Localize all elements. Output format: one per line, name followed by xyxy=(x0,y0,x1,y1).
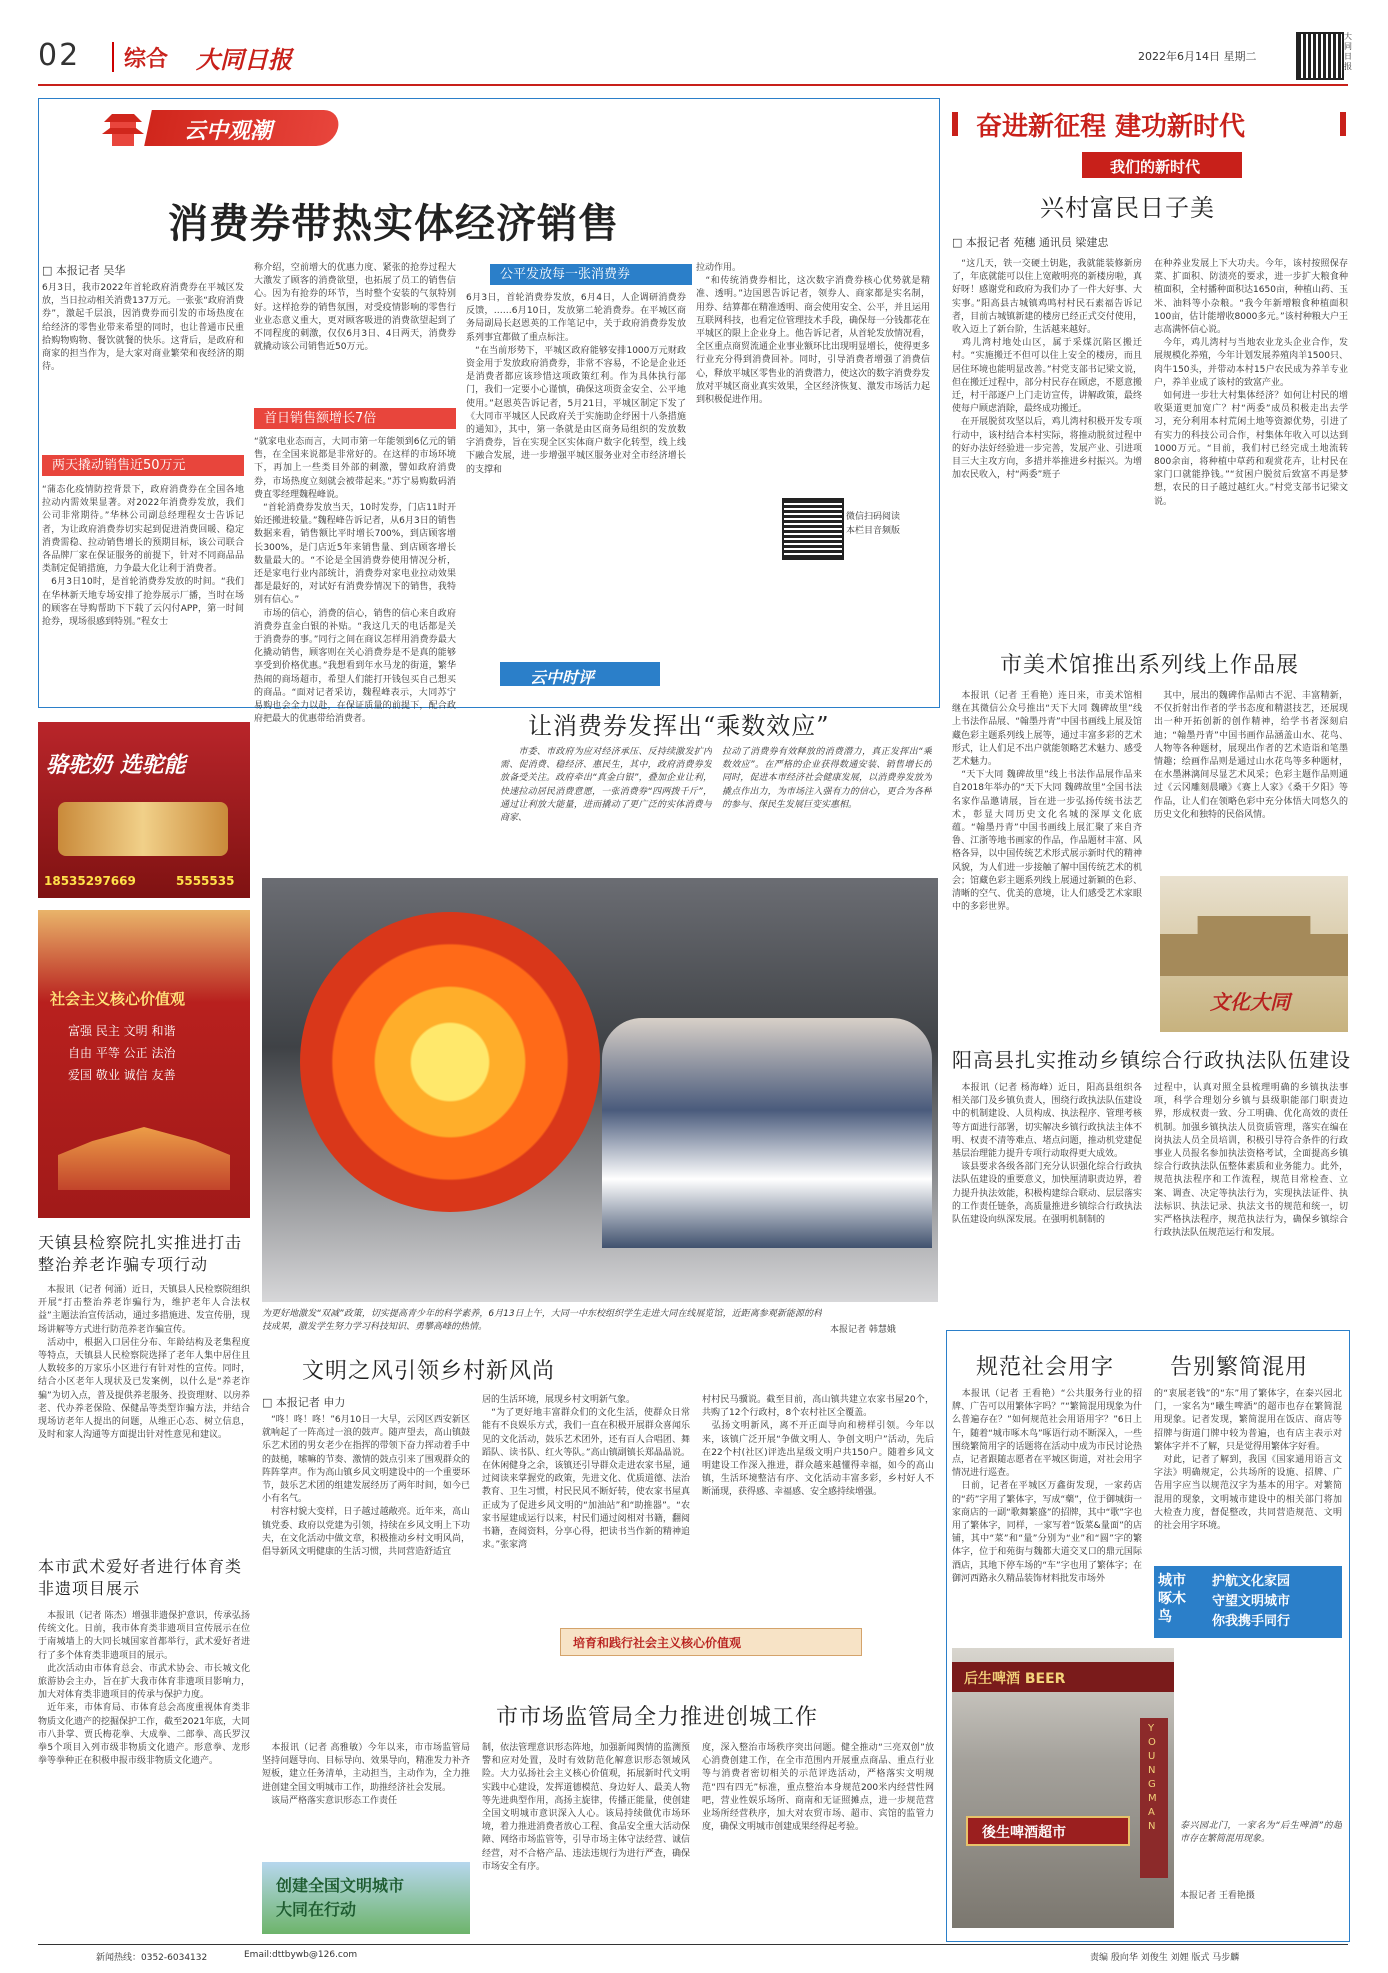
feature-col4-p1: 拉动作用。 “和传统消费券相比，这次数字消费券核心优势就是精准、透明。”边国恩告诉记者，领券人、商家都是实名制，用券、结算都在精准透明、商会使用安全、公平，并且运用互联网科技，也看定位管理技术手段，确保每一分钱都花在平城区的限上企业身上。他告诉记者，从首轮发放情况看，全区重点商贸流通企业事业额环比出现明显增长，使得更多行业充分得到消费回补。同时，引导消费者增强了消费信心，释放平城区零售业的消费潜力，使这次的数字消费券发放对平城区商业真实效果，全区经济恢复、激发市场活力起到积极促进作用。 xyxy=(696,263,930,406)
masthead xyxy=(38,32,1352,90)
shop-vertical-sign-text: YOUNGMAN xyxy=(1148,1723,1157,1832)
shop-vertical-sign xyxy=(1140,1718,1168,1878)
qr-code[interactable] xyxy=(1296,32,1344,80)
feature-qr-code[interactable] xyxy=(782,498,844,560)
shop-sign-text: 後生啤酒超市 xyxy=(982,1825,1066,1841)
yanggao-col2: 过程中，认真对照全县梳理明确的乡镇执法事项，科学合理划分乡镇与县级职能部门职责边界，形成权责一致、分工明确、优化高效的责任机制。加强乡镇执法人员资质管理，落实在编在岗执法人员全员培训，积极引导符合条件的行政事业人员报名参加执法资格考试，全面提高乡镇综合行政执法队伍整体素质和业务能力。此外，规范执法程序和工作流程，规范目常检查、立案、调查、决定等执法行为，实现执法证件、执法标识、执法记录、执法文书的规范和统一，切实严格执法程序，规范执法行为，确保乡镇综合行政执法队伍规范运行和发展。 xyxy=(1154,1083,1348,1239)
right-banner xyxy=(952,102,1348,146)
feature-col2-p2: “就家电业态而言，大同市第一年能领到6亿元的销售，在全国来说都是非常好的。在这样的市场环境下，再加上一些类目外部的刺激，譬如政府消费券，市场热度立刻就会被带起来。”苏宁易购数码消费直零经理魏程峰说。 “首轮消费券发放当天，10时发券，门店11时开始还搬进较量。”魏程峰告诉记者，从6月3日的销售数据来看，销售额比平时增长700%，到店顾客增长300%，是门店近5年来销售量、到店顾客增长数量最大的。“不论是全国消费券使用情况分析，还是家电行业内部统计，消费券对家电业拉动效果都是最好的，对试好有消费券情况下的销售，我特别有信心。” 市场的信心，消费的信心，销售的信心来自政府消费券直金白银的补贴。“我这几天的电话都是关于消费券的事。”同行之间在商议怎样用消费券最大化撬动销售，顾客则在关心消费券是不是真的能够享受到价格优惠。”我想看到年水马龙的街道，繁华热闹的商场超市，希望人们能打开钱包买自己想买的商品。“面对记者采访，魏程峰表示，大同苏宁易购也会全力以赴，在保证质量的前提下，配合政府把最大的优惠带给消费者。 xyxy=(254,437,456,725)
art-museum-col1: 本报讯（记者 王看艳）连日来，市美术馆相继在其微信公众号推出“天下大同 魏碑故里”线上书法作品展、“翰墨丹青”中国书画线上展及馆藏色彩主题系列线上展等，通过丰富多彩的艺术形式，让人们足不出户就能领略艺术魅力、感受艺术魅力。 “天下大同 魏碑故里”线上书法作品展作品来自2018年举办的“天下大同 魏碑故里”全国书法名家作品邀请展，旨在进一步弘扬传统书法艺术，彰显大同历史文化名城的深厚文化底蕴。“翰墨丹青”中国书画线上展汇聚了来自齐鲁、江浙等地书画家的作品，作品题材丰富、风格各异，以中国传统艺术形式展示新时代的精神风貌，为人们进一步接触了解中国传统艺术的机会；馆藏色彩主题系列线上展通过新颖的色彩、清晰的空气、优美的意境，让人们感受艺术家眼中的多彩世界。 xyxy=(952,691,1142,913)
shop-photo-caption: 泰兴园北门，一家名为“后生啤酒”的超市存在繁简混用现象。 xyxy=(1180,1821,1342,1845)
banner-bar-left xyxy=(952,112,958,136)
feature-qr-caption: 微信扫码阅读 本栏目音频版 xyxy=(846,512,901,536)
ad-title: 骆驼奶 选驼能 xyxy=(46,753,186,778)
rural-col3: 村村民马骥说。截至目前，高山镇共建立农家书屋20个，共购了12个行政村，8个农村社区全覆盖。 弘扬文明新风，离不开正面导向和榜样引领。今年以来，该镇广泛开展“争做文明人、争创文明户”活动，先后在22个村(社区)评选出星级文明户共150户。随着乡风文明建设工作深入推进，群众越来越懂得幸福，如今的高山镇，生活环境整洁有序、文化活动丰富多彩，乡村好人不断涌现，获得感、幸福感、安全感持续增强。 xyxy=(702,1395,934,1498)
feature-col1-p2: “蒲态化疫情防控背景下，政府消费券在全国各地拉动内需效果显著。对2022年消费券发放，我们公司非常期待。”华林公司副总经理程女士告诉记者，为让政府消费券切实起到促进消费回暖、稳定消费需稳、拉动销售增长的预期目标，该公司联合各品牌厂家在保证服务的前提下，针对不同商品品类制定促销措施，力争最大化让利于消费者。 6月3日10时，是首轮消费券发放的时间。“我们在华林新天地专场安排了抢券展示厂播，当时在场的顾客在导购帮助下下载了云闪付APP，第一时间抢券，现场很感到特别。”程女士 xyxy=(42,485,244,628)
art-museum-headline: 市美术馆推出系列线上作品展 xyxy=(1000,653,1300,678)
paper-logo: 大同日报 xyxy=(196,45,292,74)
village-byline: □ 本报记者 苑穗 通讯员 梁建忠 xyxy=(952,236,1109,249)
pagoda-icon xyxy=(100,108,146,150)
culture-datong-text: 文化大同 xyxy=(1210,990,1290,1014)
wording-headline-b: 告别繁简混用 xyxy=(1170,1355,1309,1380)
tiananmen-illustration xyxy=(58,1120,230,1190)
ad-phone-1: 18535297669 xyxy=(44,874,136,888)
commentary-col1: 市委、市政府为应对经济承压、反持续激发扩内需、促消费、稳经济、惠民生，其中，政府消费券发放备受关注。政府牵出“真金白银”，叠加企业让利，快速拉动居民消费意愿，一张消费券“四两拨千斤”，通过让利放大能量，进而撬动了更广泛的实体消费与商家、 xyxy=(500,747,712,824)
core-values-banner xyxy=(560,1628,862,1656)
masthead-rule xyxy=(38,84,1348,86)
civil-city-ad xyxy=(262,1862,470,1934)
commentary-col2: 拉动了消费券有效释放的消费潜力，真正发挥出“乘数效应”。在严格的企业获得数通安装、销售增长的同时，促进本市经济社会健康发展，以消费券发放为撬点作出力，为市场注入强有力的信心，更合为各种的参与、保民生发展巨变实惠相。 xyxy=(722,747,932,810)
feature-sub1: 两天撬动销售近50万元 xyxy=(42,455,244,476)
culture-datong-logo xyxy=(1160,876,1348,1032)
market-col2: 制，依法管理意识形态阵地，加强新闻舆情的监测预警和应对处置，及时有效防范化解意识形态领域风险。大力弘扬社会主义核心价值观，拓展新时代文明实践中心建设，发挥道德模范、身边好人、最美人物等先进典型作用，高扬主旋律，传播正能量，使创建全国文明城市意识深入人心。该局持续做优市场环境，着力推进消费者放心工程、食品安全重大活动保障、网络市场监管等，引导市场主体守法经营、诚信经营，对不合格产品、违法违规行为进行严查，确保市场安全有序。 xyxy=(482,1743,690,1872)
camel-milk-ad[interactable] xyxy=(38,722,250,898)
woodpecker-ad xyxy=(1154,1566,1342,1638)
core-values-banner-text: 培育和践行社会主义核心价值观 xyxy=(573,1636,742,1650)
art-museum-col2: 其中，展出的魏碑作品师古不泥、丰富精新，不仅折射出作者的学书态度和精湛技艺，还展现出一种开拓创新的创作精神，给学书者深刻启迪；“翰墨丹青”中国书画作品涵盖山水、花鸟、人物等各种题材，展现出作者的艺术造诣和笔墨情趣；绘画作品则是通过山水花鸟等多种题材，在水墨淋漓间尽显艺术风采；色彩主题作品则通过《云冈雕刻晨曦》《赛上人家》《桑干夕阳》等作品，让人们在领略色彩中充分体悟大同悠久的历史文化和独特的民俗风情。 xyxy=(1154,691,1348,820)
civil-city-ad-text: 创建全国文明城市 大同在行动 xyxy=(276,1876,405,1919)
village-col1: “这几天，铁一交硬土钥匙，我就能装修新房了，年底就能可以住上宽敞明亮的新楼房啦，真好呀！感谢党和政府为我们办了一件大好事、大实事。”阳高县古城镇鸡鸣村村民石素福告诉记者，目前古城镇新建的楼房已经正式交付使用，收入迈上了新台阶，生活越来越好。 鸡儿湾村地处山区，属于采煤沉陷区搬迁村。“实施搬迁不但可以住上安全的楼房，而且居住环境也能明显改善。”村党支部书记梁文说，但在搬迁过程中，部分村民存在顾虑，不愿意搬迁，村干部逐户上门走访宣传，讲解政策，最终使每户顾虑消除，最终成功搬迁。 在开展脱贫攻坚以后，鸡儿湾村积极开发专项行动中，该村结合本村实际，将推动脱贫过程中的好办法好经验进一步完善，发展产业、引进项目三大主攻方向，多措并举推进乡村振兴。为增加农民收入，村“两委”班子 xyxy=(952,259,1142,481)
market-col3: 度，深入整治市场秩序突出问题。健全推动“三亮双创”放心消费创建工作，在全市范围内开展重点商品、重点行业等与消费者密切相关的示范评选活动，严格落实文明规范“四有四无”标准，重点整治本身规范200米内经营性网吧，营业性娱乐场所、商南和无证照摊点，进一步规范营业场所经营秩序，加大对农贸市场、超市、宾馆的监管力度，确保文明城市创建成果经得起考验。 xyxy=(702,1743,934,1833)
yanggao-headline: 阳高县扎实推动乡镇综合行政执法队伍建设 xyxy=(952,1048,1351,1072)
market-headline: 市市场监管局全力推进创城工作 xyxy=(496,1705,819,1730)
feature-col2-p1: 称介绍，空前增大的优惠力度、紧张的抢券过程大大激发了顾客的消费欲望，也拓展了员工的销售信心。因为有抢券的环节，当时整个安装的气氛特别好。这样抢券的销售氛围，对受疫情影响的零售行业业态意义重大，更对顾客吸进的消费欲望起到了不同程度的刺激，仅仅6月3日、4日两天，消费券就撬动该公司销售近50万元。 xyxy=(254,263,456,353)
shop-sign xyxy=(966,1816,1130,1846)
shop-top-sign xyxy=(952,1662,1174,1692)
footer-rule xyxy=(38,1944,1348,1945)
feature-tag: 云中观潮 xyxy=(184,119,273,144)
prosecutor-headline: 天镇县检察院扎实推进打击整治养老诈骗专项行动 xyxy=(38,1233,243,1274)
village-col2: 在种养业发展上下大功夫。今年，该村按照保存菜、扩面积、防渍亮的要求，进一步扩大粮食种植面积，全村播种面积达1650亩，种植山药、玉米、油料等小杂粮。“我今年新增粮食种植面积100亩，估计能增收8000多元。”该村种粮大户王志高满怀信心说。 今年，鸡儿湾村与当地农业龙头企业合作，发展规模化养殖，今年计划发展养殖肉羊1500只、肉牛150头，并带动本村15户农民成为养羊专业户，养羊业成了该村的致富产业。 如何进一步壮大村集体经济？如何让村民的增收渠道更加宽广？村“两委”成员积极走出去学习，充分利用本村荒闲土地等资源优势，引进了有实力的科技公司合作，村集体年收入可以达到1000万元。“目前，我们村已经完成土地流转800余亩，将种植中草药和观赏花卉，让村民在家门口就能挣钱。”“贫困户脱贫后致富不再是梦想，农民的日子越过越红火。”村党支部书记梁文说。 xyxy=(1154,259,1348,507)
wording-col2: 的“衷展老钱”的“东”用了繁体字，在泰兴园北门，一家名为“曦生啤酒”的超市也存在繁简混用现象。记者发现，繁简混用在饭店、商店等招牌与街道门牌中较为普遍，也有店主表示对繁体字并不了解，只是觉得用繁体字好看。 对此，记者了解到，我国《国家通用语言文字法》明确规定，公共场所的设施、招牌、广告用字应当以规范汉字为基本的用字。对繁简混用的现象，文明城市建设中的相关部门将加大检查力度，督促整改，共同营造规范、文明的社会用字环境。 xyxy=(1154,1389,1342,1532)
wording-headline-a: 规范社会用字 xyxy=(976,1355,1115,1380)
feature-byline: □ 本报记者 吴华 xyxy=(42,264,126,277)
section-name: 综合 xyxy=(124,47,169,72)
commentary-tag: 云中时评 xyxy=(530,668,595,687)
core-values-line-2: 自由 平等 公正 法治 xyxy=(68,1046,176,1060)
feature-col1-p1: 6月3日，我市2022年首轮政府消费券在平城区发放，当日拉动相关消费137万元。一张张“政府消费券”，激起千层浪，因消费券而引发的市场热度在给经济的零售业带来希望的同时，也让普通市民重拾购物购物、餐饮就餐的快乐。这背后，是政府和商家的担当作为，是大家对商业繁荣和夜经济的期待。 xyxy=(42,283,244,373)
rural-headline: 文明之风引领乡村新风尚 xyxy=(302,1359,556,1384)
woodpecker-ad-side: 城市啄木鸟 xyxy=(1158,1573,1186,1625)
core-values-box xyxy=(38,910,250,1218)
yanggao-col1: 本报讯（记者 杨海峰）近日，阳高县组织各相关部门及乡镇负责人，围绕行政执法队伍建设中的机制建设、人员构成、执法程序、管理考核等方面进行部署，切实解决乡镇行政执法主体不明、权责不清等难点、堵点问题，推动机党建促基层治理能力提升专项行动取得更大成效。 该县要求各级各部门充分认识强化综合行政执法队伍建设的重要意义，加快厘清职责边界，着力提升执法效能，积极构建综合联动、层层落实的工作责任链条，高质量推进乡镇综合行政执法队伍建设向纵深发展。在强明机制制的 xyxy=(952,1083,1142,1226)
core-values-line-3: 爱国 敬业 诚信 友善 xyxy=(68,1068,176,1082)
woodpecker-ad-title: 护航文化家园 守望文明城市 你我携手同行 xyxy=(1212,1574,1291,1629)
rural-col2: 居的生活环境，展现乡村文明新气象。 “为了更好地丰富群众们的文化生活，使群众日常能有不良娱乐方式，我们一直在积极开展群众喜闻乐见的文化活动，鼓乐艺术团外，还有百人合唱团、舞蹈队、读书队、红火等队。”高山镇副镇长郑晶晶说。在休闲健身之余，该镇还引导群众走进农家书屋，通过阅读来掌握党的政策，先进文化、优质道德、法治教育、卫生习惯，村民民风不断好转，使农家书屋真正成为了促进乡风文明的“加油站”和“助推器”。“农家书屋建成运行以来，村民们通过阅相对书籍，翻阅书籍，查阅资料，分享心得，把读书当作新的精神追求。”张家湾 xyxy=(482,1395,690,1551)
shop-top-sign-text: 后生啤酒 BEER xyxy=(964,1671,1066,1687)
core-values-title: 社会主义核心价值观 xyxy=(50,990,186,1008)
ad-phone-2: 5555535 xyxy=(176,874,235,888)
feature-headline: 消费券带热实体经济销售 xyxy=(168,200,619,247)
market-col1: 本报讯（记者 高雅敏）今年以来，市市场监管局坚持问题导向、目标导向、效果导向，精准发力补齐短板，建立任务清单，主动担当，主动作为，全力推进创建全国文明城市工作，助推经济社会发展。 该局严格落实意识形态工作责任 xyxy=(262,1743,470,1806)
prosecutor-body: 本报讯（记者 何涌）近日，天镇县人民检察院组织开展“打击整治养老诈骗行为，维护老年人合法权益”主题法治宣传活动，通过多措施进、发宣传册，现场讲解等方式进行防范养老诈骗宣传。 活动中，根据入口居住分布、年龄结构及老集程度等特点，天镇县人民检察院选择了老年人集中居住且人数较多的万家乐小区进行有针对性的宣传。同时，结合小区老年人现状及已发案例，以什么是“养老诈骗”为切入点，普及提供养老服务、投资理财、以房养老、代办养老保险、保健品等类型诈骗方法，并结合现场访老年人提出的问题，从维正心态、树立信息，及时和家人沟通等方面提出针对性意见和建议。 xyxy=(38,1285,250,1441)
feature-sub3: 公平发放每一张消费券 xyxy=(490,264,692,285)
center-photo-credit: 本报记者 韩慧娥 xyxy=(830,1325,896,1335)
banner-bar-right xyxy=(1340,112,1346,136)
martial-arts-headline: 本市武术爱好者进行体育类非遗项目展示 xyxy=(38,1557,243,1598)
rural-col1: “咚！咚！咚！”6月10日一大早，云冈区西安新区就响起了一阵高过一浪的鼓声。随声望去，高山镇鼓乐艺术团的男女老少在指挥的带领下奋力挥动着手中的鼓槌，嗦嘛的节奏、激情的鼓点引来了围观群众的阵阵掌声。作为高山镇乡风文明建设中的一个重要环节，鼓乐艺术团的组建发展经历了两年时间，如今已小有名气。 村容村貌大变样，日子越过越敞亮。近年来，高山镇党委、政府以党建为引领，持续在乡风文明上下功夫，在文化活动中做文章，积极推动乡村文明风尚，倡导新风文明健康的生活习惯，共同营造舒适宜 xyxy=(262,1415,470,1558)
students-crowd xyxy=(602,1018,932,1248)
commentary-headline: 让消费券发挥出“乘数效应” xyxy=(528,712,830,740)
page-number: 02 xyxy=(38,38,81,73)
camel-illustration xyxy=(58,802,228,856)
wording-col1: 本报讯（记者 王看艳）“公共服务行业的招牌、广告可以用繁体字吗？”“繁简混用现象为什么普遍存在？”如何规范社会用语用字？”6日上午，随着“城市啄木鸟”啄语行动不断深入，一些围绕繁简用字的话题将在活动中成为市民讨论热点，记者跟随志愿者在平城区街道，对社会用字情况进行巡查。 日前，记者在平城区万鑫街发现，一家药店的“药”字用了繁体字，写成“藥”，位于御城街一家商店的一副“歌舞繁盛”的招牌，其中“歌”字也用了繁体字，同样，一家写着“饭菜&量面”的店铺，其中“菜”和“量”分别为“业”和“圆”字的繁体字，位于和苑街与魏都大道交叉口的鼎元国际酒店，其地下停车场的“车”字也用了繁体字；在御河西路永久精品装饰材料批发市场外 xyxy=(952,1389,1142,1584)
rural-byline: □ 本报记者 申力 xyxy=(262,1396,346,1409)
new-era-label: 我们的新时代 xyxy=(1110,158,1201,176)
martial-arts-body: 本报讯（记者 陈杰）增强非遗保护意识，传承弘扬传统文化。日前，我市体育类非遗项目宣传展示在位于南城墙上的大同长城国家首都举行，武术爱好者进行了多个体育类非遗项目的展示。 此次活动由市体育总会、市武术协会、市长城文化旅游协会主办，旨在扩大我市体育非遗项目影响力，加大对体育类非遗项目的传承与保护力度。 近年来，市体育局、市体育总会高度重视体育类非物质文化遗产的挖掘保护工作，截至2021年底，大同市八卦掌、贾氏梅花拳、大成拳、二郎拳、高氏罗汉拳5个项目入列市级非物质文化遗产。形意拳、龙形拳等拳种正在积极申报市级非物质文化遗产。 xyxy=(38,1611,250,1767)
masthead-divider xyxy=(112,42,114,72)
earth-model xyxy=(300,912,600,1212)
city-wall-illustration xyxy=(1160,916,1348,976)
issue-date: 2022年6月14日 星期二 xyxy=(1138,50,1257,63)
footer-email: Email:dttbywb@126.com xyxy=(244,1950,358,1960)
footer-hotline: 新闻热线：0352-6034132 xyxy=(96,1953,208,1963)
core-values-line-1: 富强 民主 文明 和谐 xyxy=(68,1024,176,1038)
right-banner-slogan: 奋进新征程 建功新时代 xyxy=(976,112,1246,142)
footer-editors: 责编 殷向华 刘俊生 刘娌 版式 马步麟 xyxy=(1090,1953,1240,1963)
village-headline: 兴村富民日子美 xyxy=(1040,194,1215,222)
center-photo-caption: 为更好地激发“双减”政策，切实提高青少年的科学素养，6月13日上午，大同一中东校组织学生走进大同在线展览馆，近距离参观新能源的科技成果，激发学生努力学习科技知识、勇攀高峰的热情。 xyxy=(262,1309,822,1333)
shop-photo-credit: 本报记者 王看艳摄 xyxy=(1180,1891,1255,1901)
feature-col3-p1: 6月3日，首轮消费券发放，6月4日，人企调研消费券反馈，……6月10日，发放第二轮消费券。在平城区商务局副局长赵恩英的工作笔记中，关于政府消费券发放系列事宜都做了重点标注。 “在当前形势下，平城区政府能够安排1000万元财政资金用于发放政府消费券，非常不容易，不论是企业还是消费者都应该珍惜这项政策红利。作为具体执行部门，我们一定要小心谨慎，确保这项资金安全、公平地使用。”赵恩英告诉记者，5月21日，平城区制定下发了《大同市平城区人民政府关于实施助企纾困十八条措施的通知》，其中，第一条就是由区商务局组织的发放数字消费券，旨在实现全区实体商户数字化转型，线上线下融合发展，进一步增强平城区服务业对全市经济增长的支撑和 xyxy=(466,293,686,475)
qr-side-label: 大同日报 xyxy=(1344,32,1352,71)
center-photo xyxy=(262,878,938,1302)
shop-photo xyxy=(952,1648,1174,1928)
feature-sub2: 首日销售额增长7倍 xyxy=(254,408,456,429)
